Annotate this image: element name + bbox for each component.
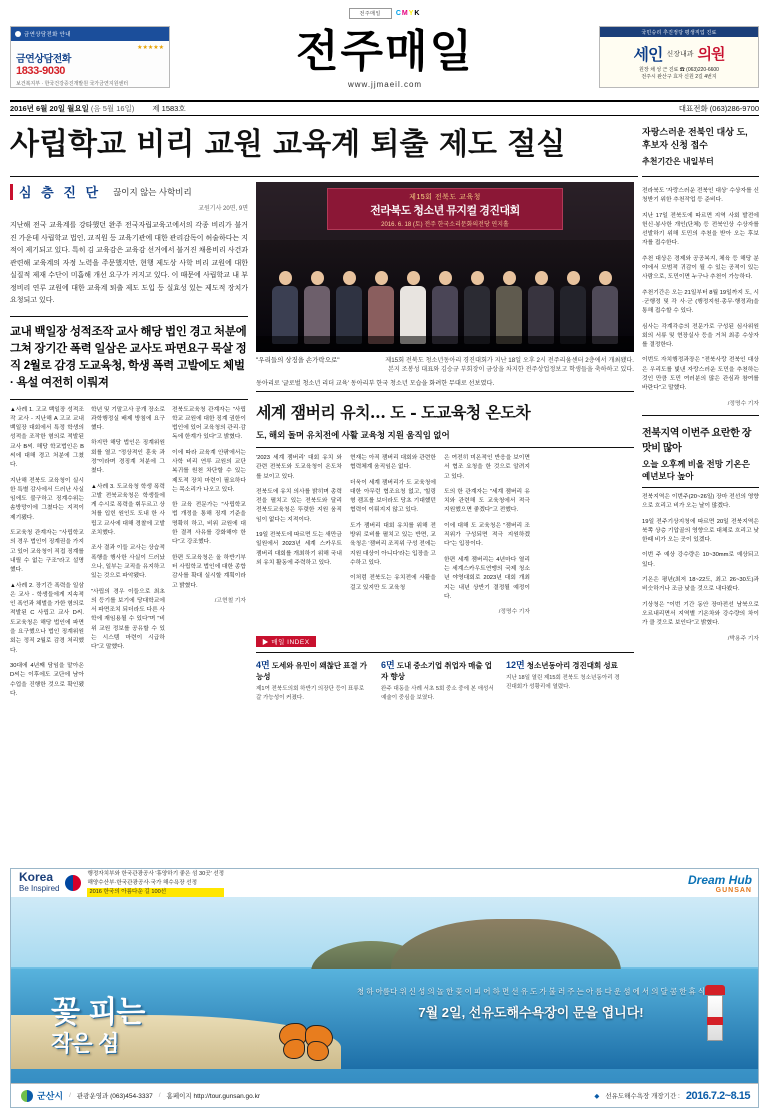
paragraph: 현재는 아직 잼버리 대회와 관련한 협력체계 움직임은 없다. bbox=[350, 455, 436, 471]
ad-left-sub: 보건복지부 · 한국건강증진개발원 국가금연지원센터 bbox=[16, 81, 129, 87]
center-body-columns bbox=[256, 454, 634, 623]
gunsan-mark-icon bbox=[21, 1090, 33, 1102]
photo-caption-left: "우리들의 상징을 손가락으로" bbox=[256, 357, 340, 364]
paragraph: 전북지역은 이번주(20~26일) 장마 전선의 영향으로 흐리고 비가 오는 날이 많겠다. bbox=[642, 493, 759, 510]
paragraph: 전북도교육청 관계자는 "사립학교 교원에 대한 징계 권한이 법인에 있어 교육청의 관리·감독에 한계가 있다"고 밝혔다. bbox=[172, 406, 246, 441]
reporter-signature: /정명수 기자 bbox=[498, 609, 530, 616]
paragraph: 이번도 자치행정과장은 "전북사랑 전북인 대상은 우리도를 빛낸 자랑스러운 도민을 추천하는 것인 만큼 도민 여러분의 많은 관심과 참여를 바란다"고 말했다. bbox=[642, 357, 759, 392]
contact-phone: 대표전화 (063)286-9700 bbox=[678, 104, 759, 113]
issue-date-lunar: (음 5월 16일) bbox=[90, 104, 135, 113]
left-lead-paragraph: 지난해 전국 교육계를 강타했던 완주 전국자립교육고에서의 각종 비리가 불거진 가운데 사립학교 법인, 교직원 등 교육기관에 대한 관리감독이 허술하다는 지적이 제기되고 있다. 특히 김 교육감은 교육감 선거에서 불거진 채용비리 사건과 관련해 교육계의 자정 노력을 주문했지만, 현행 제도상 사학 비리 교원에 대한 실질적 제재 수단이 미흡해 개선 요구가 커지고 있다. 이 때문에 사립학교 내 부정비리 연루 교원에 대한 교육계 퇴출 제도 도입 등 실효성 있는 제도적 장치가 요청되고 있다. bbox=[10, 220, 248, 317]
right-headline-sub: 추천기간은 내일부터 bbox=[642, 157, 714, 166]
ad-left-top-label: 금연상담전화 안내 bbox=[24, 32, 71, 38]
photo-caption bbox=[256, 355, 634, 373]
reporter-signature: /고현철 기자 bbox=[214, 597, 246, 604]
photo-people bbox=[256, 244, 634, 344]
index-label: ▶ 매일 INDEX bbox=[256, 636, 316, 647]
main-headline: 사립학교 비리 교원 교육계 퇴출 제도 절실 bbox=[10, 127, 566, 162]
banner-line-1: 제15회 전북도 교육청 bbox=[409, 194, 481, 201]
lead-photo bbox=[256, 182, 634, 352]
stars-icon: ★★★★★ bbox=[137, 45, 164, 51]
kicker-bar bbox=[10, 184, 13, 200]
paragraph: 이번 주 예상 강수량은 10~30mm로 예상되고 있다. bbox=[642, 552, 759, 568]
right-top-headline-block bbox=[638, 126, 756, 168]
center-column bbox=[256, 182, 634, 703]
index-item-title: 도내 중소기업 취업자 매출 업자 향상 bbox=[381, 661, 492, 682]
photo-caption-right: 제15회 전북도 청소년동아리 경진대회가 지난 18일 오후 2시 전주리움센터 2층에서 개최됐다. 본지 조봉성 대표와 김승규 부회장이 금상을 차지한 전주상업정보고 학생들을 축하하고 있다. bbox=[385, 357, 634, 373]
ad-footer-contact: 관광운영과 (063)454-3337 bbox=[76, 1093, 153, 1100]
gunsan-logo bbox=[21, 1089, 63, 1102]
paper-title: 전주매일 bbox=[295, 26, 474, 77]
cmyk-y: Y bbox=[408, 9, 415, 17]
index-item-title: 도세와 유민이 왜찮단 표결 가능성 bbox=[256, 661, 367, 682]
paragraph: 도의 한 관계자는 "세계 잼버리 유치와 관련해 도 교육청에서 적극 지원했으면 좋겠다"고 전했다. bbox=[444, 488, 530, 514]
paragraph: 한 교육 전문가는 "사립학교법 개정을 통해 징계 기준을 명확히 하고, 비위 교원에 대한 결격 사유를 강화해야 한다"고 강조했다. bbox=[172, 502, 246, 546]
accolade-line-2: 해양수산부·한국관광공사·국가 해수욕장 선정 bbox=[87, 879, 197, 886]
ad-right-role: 의원 bbox=[697, 46, 725, 63]
paragraph: 기상청은 "이번 기간 동안 장마전선 남북으로 오르내리면서 지역별 기온차와 강수량의 차이가 클 것으로 보인다"고 밝혔다. bbox=[642, 601, 759, 627]
center-subhead: 도, 해외 돌며 유치전에 사활 교육청 지원 움직임 없어 bbox=[256, 430, 450, 440]
masthead-title-wrap bbox=[190, 26, 580, 89]
paragraph: 추천 대상은 경제와 공공복지, 체육 등 해당 분야에서 모범적 귀감이 될 수 있는 공적이 있는 사람으로, 도민이면 누구나 추천이 가능하다. bbox=[642, 255, 759, 281]
paragraph: ▲사례 1. 고교 백일장 성적조작 교사 - 지난해 A 고교 교내 백일장 대회에서 특정 학생의 성적을 조작한 혐의로 적발된 교사 B씨. 해당 학교법인은 B씨에 대해 경고 처분에 그쳤다. bbox=[10, 406, 84, 469]
center-body-col-3 bbox=[444, 454, 530, 623]
ad-right-topbar: 국민승리 추진정당 평생직업 진료 bbox=[600, 27, 758, 37]
paragraph: 19일 전북도에 따르면 도는 새만금 일원에서 2023년 세계 스카우트 잼버리 대회를 개최하기 위해 국내외 유치 활동에 주력하고 있다. bbox=[256, 532, 342, 566]
center-headline: 세계 잼버리 유치… 도 - 도교육청 온도차 bbox=[256, 403, 531, 422]
paragraph: 조사 결과 이들 교사는 상습적 폭행을 행사한 사실이 드러났으나, 일부는 교직을 유지하고 있는 것으로 파악됐다. bbox=[91, 545, 165, 580]
accolade-line-3: 2016 한국의 아름다운 길 100선 bbox=[87, 888, 224, 897]
paragraph: 학년 및 기말고사 공개 장소로 과학행정실 배제 방침에 요구했다. bbox=[91, 406, 165, 432]
ad-right-brand: 세인 bbox=[633, 47, 663, 64]
butterfly-icon bbox=[279, 1023, 339, 1065]
paragraph: 지난해 전북도 교육청이 실시한 특별 감사에서 드러난 사실임에도 불구하고 징계수위는 솜방망이에 그쳤다는 지적이 제기됐다. bbox=[10, 477, 84, 521]
korea-brand-sub: Be Inspired bbox=[19, 884, 60, 893]
circle-icon bbox=[15, 31, 21, 37]
paragraph: 이에 대해 도 교육청은 "잼버리 조직위가 구성되면 적극 지원하겠다"는 입장이다. bbox=[444, 522, 530, 548]
paragraph: "사립의 경우 이들으로 최초의 등기를 보기에 당대학교에서 파면조치 되더라도 다른 사학에 재임용될 수 있다"며 "비위 교원 정보를 공유할 수 있는 시스템 마련이 시급하다"고 말했다. bbox=[91, 588, 165, 651]
photo-shadow-strip bbox=[256, 336, 634, 352]
gunsan-name: 군산시 bbox=[37, 1091, 64, 1101]
ad-footer-homepage[interactable]: 홈페이지 http://tour.gunsan.go.kr bbox=[166, 1093, 260, 1100]
left-body-col-3 bbox=[172, 406, 246, 706]
ad-scenery bbox=[11, 897, 759, 1069]
center-body-col-2 bbox=[350, 454, 436, 623]
right-headline-title: 자랑스러운 전북인 대상 도, 후보자 신청 접수 bbox=[642, 127, 748, 150]
cmyk-k: K bbox=[414, 9, 421, 17]
kicker-subject: 끊이지 않는 사학비리 bbox=[113, 186, 192, 197]
paragraph: 심사는 각계각층의 전문가로 구성된 심사위원회의 서류 및 현장실사 등을 거쳐 최종 수상자를 결정한다. bbox=[642, 323, 759, 349]
cmyk-m: M bbox=[401, 9, 409, 17]
paragraph: ▲사례 2. 장기간 폭력을 일삼은 교사 - 학생들에게 지속적인 폭언과 체벌을 가한 혐의로 적발된 C 사립고 교사 D씨. 도교육청은 해당 법인에 파면을 요구했으나 법인 징계위원회는 정직 2월로 감경 처리했다. bbox=[10, 582, 84, 654]
ad-right-name: 신장내과 bbox=[666, 50, 694, 58]
ad-footer-period-label: 선유도해수욕장 개장기간 : bbox=[605, 1093, 680, 1100]
bottom-advertisement[interactable] bbox=[10, 868, 759, 1108]
index-page-number: 12면 bbox=[506, 660, 525, 671]
index-page-number: 4면 bbox=[256, 660, 270, 671]
paper-url[interactable]: www.jjmaeil.com bbox=[347, 80, 423, 89]
ad-right-line2: 전주시 완산구 효자 신원 2길 4번지 bbox=[641, 74, 717, 80]
issue-date: 2016년 6월 20일 월요일 bbox=[10, 104, 89, 113]
paragraph: 더욱이 세계 잼버리가 도 교육청에 대한 아무런 협조요청 없고, '힐링형 캠프를 보더라도 당초 기대했던 협력이 이뤄지지 않고 있다. bbox=[350, 479, 436, 514]
left-divider bbox=[10, 399, 248, 400]
registration-label: 전주매일 bbox=[349, 8, 392, 19]
center-divider-1 bbox=[256, 391, 634, 392]
index-item[interactable] bbox=[381, 658, 496, 702]
right-column-divider bbox=[642, 176, 759, 177]
right-article-2-headline: 전북지역 이번주 요란한 장맛비 많아 bbox=[642, 427, 751, 454]
paragraph: 전북도에 유치 의사를 밝히며 총력전을 펼치고 있는 전북도와 달리 전북도교육청은 뚜렷한 지원 움직임이 없다는 지적이다. bbox=[256, 488, 342, 523]
index-item[interactable] bbox=[506, 658, 621, 702]
ad-headline-line-2: 작은 섬 bbox=[51, 1031, 119, 1057]
paragraph: 도가 잼버리 대회 유치를 위해 전 방위 로비를 펼치고 있는 반면, 교육청은 '잼버리 조직위 구성 전에는 지원 대상이 아니다'라는 입장을 고수하고 있다. bbox=[350, 522, 436, 566]
paragraph: 도교육청 관계자는 "사립학교의 경우 법인이 징계권을 가지고 있어 교육청이 직접 징계를 내릴 수 없는 구조"라고 설명했다. bbox=[10, 530, 84, 574]
right-divider-2 bbox=[642, 487, 759, 488]
left-body-columns bbox=[10, 406, 248, 706]
index-item-title: 청소년동아리 경진대회 성료 bbox=[526, 661, 618, 671]
ad-message-line-2: 7월 2일, 선유도해수욕장이 문을 엽니다! bbox=[418, 1005, 644, 1020]
reporter-signature: /박용주 기자 bbox=[727, 635, 759, 642]
index-page-number: 6면 bbox=[381, 660, 395, 671]
korea-brand-text: Korea bbox=[19, 870, 54, 884]
index-item-desc: 지난 18일 열린 제15회 전북도 청소년동아리 경진대회가 성황리에 열렸다. bbox=[506, 675, 620, 691]
index-box bbox=[256, 631, 634, 702]
photo-subnote: 동아리로 '글로벌 청소년 리더 교육' 동아리부 한국 청소년 모습을 화려한 무대로 선보였다. bbox=[256, 380, 495, 387]
registration-bar bbox=[0, 6, 769, 20]
paragraph: '2023 세계 잼버리' 대회 유치 와 관련 전북도와 도교육청이 온도차를 보이고 있다. bbox=[256, 455, 342, 480]
ad-accolades bbox=[87, 870, 224, 897]
index-divider bbox=[256, 652, 634, 653]
headline-row bbox=[10, 126, 759, 170]
left-body-col-2 bbox=[91, 406, 165, 706]
paragraph: 한편 세계 잼버리는 4년마다 열리는 세계스카우트연맹의 국제 청소년 야영대회로 2023년 대회 개최지는 내년 상반기 결정될 예정이다. bbox=[444, 556, 530, 600]
center-divider-2 bbox=[256, 447, 634, 448]
banner-line-2: 전라북도 청소년 뮤지컬 경진대회 bbox=[370, 205, 520, 217]
left-subhead: 교내 백일장 성적조작 교사 해당 법인 경고 처분에 그쳐 장기간 폭력 일삼은 교사도 파면요구 묵살 정직 2월로 감경 도교육청, 학생 폭력 고발에도 체벌 · 욕설 여전히 이뤄져 bbox=[10, 325, 247, 389]
paragraph: 은 여전히 미온적인 반응을 보이면서 협조 요청을 한 것으로 알려지고 있다. bbox=[444, 455, 530, 480]
ad-left-quitline[interactable] bbox=[10, 26, 170, 88]
ad-left-title: 금연상담전화 bbox=[16, 54, 71, 65]
diamond-icon: ◆ bbox=[594, 1092, 600, 1100]
paragraph: 19일 전주기상지청에 따르면 20일 전북지역은 북쪽 상층 기압골의 영향으로 대체로 흐리고 낮 한때 비가 오는 곳이 있겠다. bbox=[642, 518, 759, 544]
separator: / bbox=[158, 1092, 161, 1099]
date-bar bbox=[10, 100, 759, 116]
paragraph: 이에 따라 교육계 안팎에서는 사학 비리 연루 교원의 교단 복귀를 원천 차단할 수 있는 제도적 장치 마련이 필요하다는 목소리가 나오고 있다. bbox=[172, 449, 246, 493]
dreamhub-title: Dream Hub bbox=[687, 872, 752, 887]
paragraph: 하지만 해당 법인은 징계위원회를 열고 "정상적인 훈육 과정"이라며 경징계 처분에 그쳤다. bbox=[91, 440, 165, 475]
issue-number: 제 1583호 bbox=[152, 104, 186, 113]
taeguk-icon bbox=[65, 875, 81, 891]
index-item-desc: 완주 대동을 사례 서초 5회 중소 중에 본 애성서 예술이 중심을 보였다. bbox=[381, 686, 494, 702]
right-article-2-subhead: 오늘 오후께 비올 전망 기온은 예년보다 높아 bbox=[642, 458, 750, 481]
headline-divider bbox=[10, 176, 638, 177]
right-divider-1 bbox=[642, 415, 759, 416]
ad-top-bar bbox=[11, 869, 759, 897]
cmyk-c: C bbox=[395, 9, 402, 17]
paragraph: 이처럼 전북도는 유치전에 사활을 걸고 있지만 도 교육청 bbox=[350, 575, 436, 591]
lighthouse-icon bbox=[704, 979, 726, 1041]
ad-headline-line-1: 꽃 피는 bbox=[51, 995, 145, 1030]
reporter-signature: /정명수 기자 bbox=[727, 400, 759, 407]
dreamhub-logo bbox=[688, 873, 752, 894]
index-item[interactable] bbox=[256, 658, 371, 702]
index-item-desc: 제1여 전북도의회 하반기 의장단 등이 표류로 갈 가능성이 커졌다. bbox=[256, 686, 365, 702]
ad-footer-period-date: 2016.7.2~8.15 bbox=[685, 1089, 750, 1102]
paragraph: ▲사례 3. 도교육청 학생 폭력 고발 전북교육청은 학생들에게 수시로 폭력을 휘두르고 상처를 입힌 원인도 도내 한 사립고 교사에 대해 경찰에 고발 조치했다. bbox=[91, 483, 165, 537]
left-column bbox=[10, 182, 248, 705]
index-items bbox=[256, 658, 634, 702]
right-article-1-body bbox=[642, 187, 759, 409]
paragraph: 30대에 4년째 담임을 맡아온 D씨는 이후에도 교단에 남아 수업을 진행한 것으로 확인됐다. bbox=[10, 662, 84, 697]
photo-stage-banner bbox=[327, 188, 563, 230]
masthead bbox=[10, 26, 759, 94]
right-column bbox=[642, 182, 759, 650]
paragraph: 추천기간은 오는 21일부터 8월 19일까지 도, 시·군행정 및 각 사·군 (행정지원·총무·행정과)을 통해 접수할 수 있다. bbox=[642, 289, 759, 315]
left-byline: 교원기사 20면, 9면 bbox=[198, 206, 248, 212]
kicker-label: 심 층 진 단 bbox=[19, 185, 102, 200]
korea-brand-logo bbox=[19, 871, 59, 895]
paragraph: 전라북도 '자랑스러운 전북인 대상' 수상자를 신청받기 위한 추천작업 등 준비다. bbox=[642, 188, 759, 204]
paragraph: 한편 도교육청은 올 하반기부터 사립학교 법인에 대한 종합감사를 확대 실시할 계획이라고 밝혔다. bbox=[172, 554, 246, 589]
accolade-line-1: 행정자치부와 한국관광공사 '휴양하기 좋은 섬 30곳' 선정 bbox=[87, 870, 225, 877]
dreamhub-sub: GUNSAN bbox=[715, 886, 752, 894]
ad-message bbox=[321, 986, 741, 1021]
ad-left-topbar bbox=[11, 27, 169, 41]
ad-right-clinic[interactable] bbox=[599, 26, 759, 88]
section-kicker bbox=[10, 182, 248, 201]
paragraph: 기온은 평년(최저 18~22도, 최고 26~30도)과 비슷하거나 조금 낮을 것으로 내다봤다. bbox=[642, 577, 759, 593]
cmyk-marks bbox=[396, 10, 421, 17]
banner-line-3: 2016. 6. 18 (토) 전주 한국소리문화의전당 연지홀 bbox=[381, 222, 509, 228]
paragraph: 지난 17일 전북도에 따르면 지역 사회 발전에 헌신·봉사한 개인(단체) 등 전북인상 수상자를 선발하기 위해 도민의 추천을 받아 오는 후보 자를 접수한다. bbox=[642, 212, 759, 247]
ad-footer bbox=[11, 1083, 759, 1107]
separator: / bbox=[69, 1092, 71, 1099]
left-body-col-1 bbox=[10, 406, 84, 706]
center-body-col-1 bbox=[256, 454, 342, 623]
right-article-2-body bbox=[642, 493, 759, 644]
ad-left-phone: 1833-9030 bbox=[16, 65, 66, 77]
ad-right-line1: 원장 채 성 근 진료 ☎ (063)220-6600 bbox=[639, 67, 719, 73]
ad-message-line-1: 청 하 아름다 위 신 성 의 놀 한 꽃 이 피 어 하 면 선 유 도 가 불 러 주 는 아 름 다 운 섬 에 서 의 달 콤 한 휴 식 bbox=[356, 987, 706, 996]
